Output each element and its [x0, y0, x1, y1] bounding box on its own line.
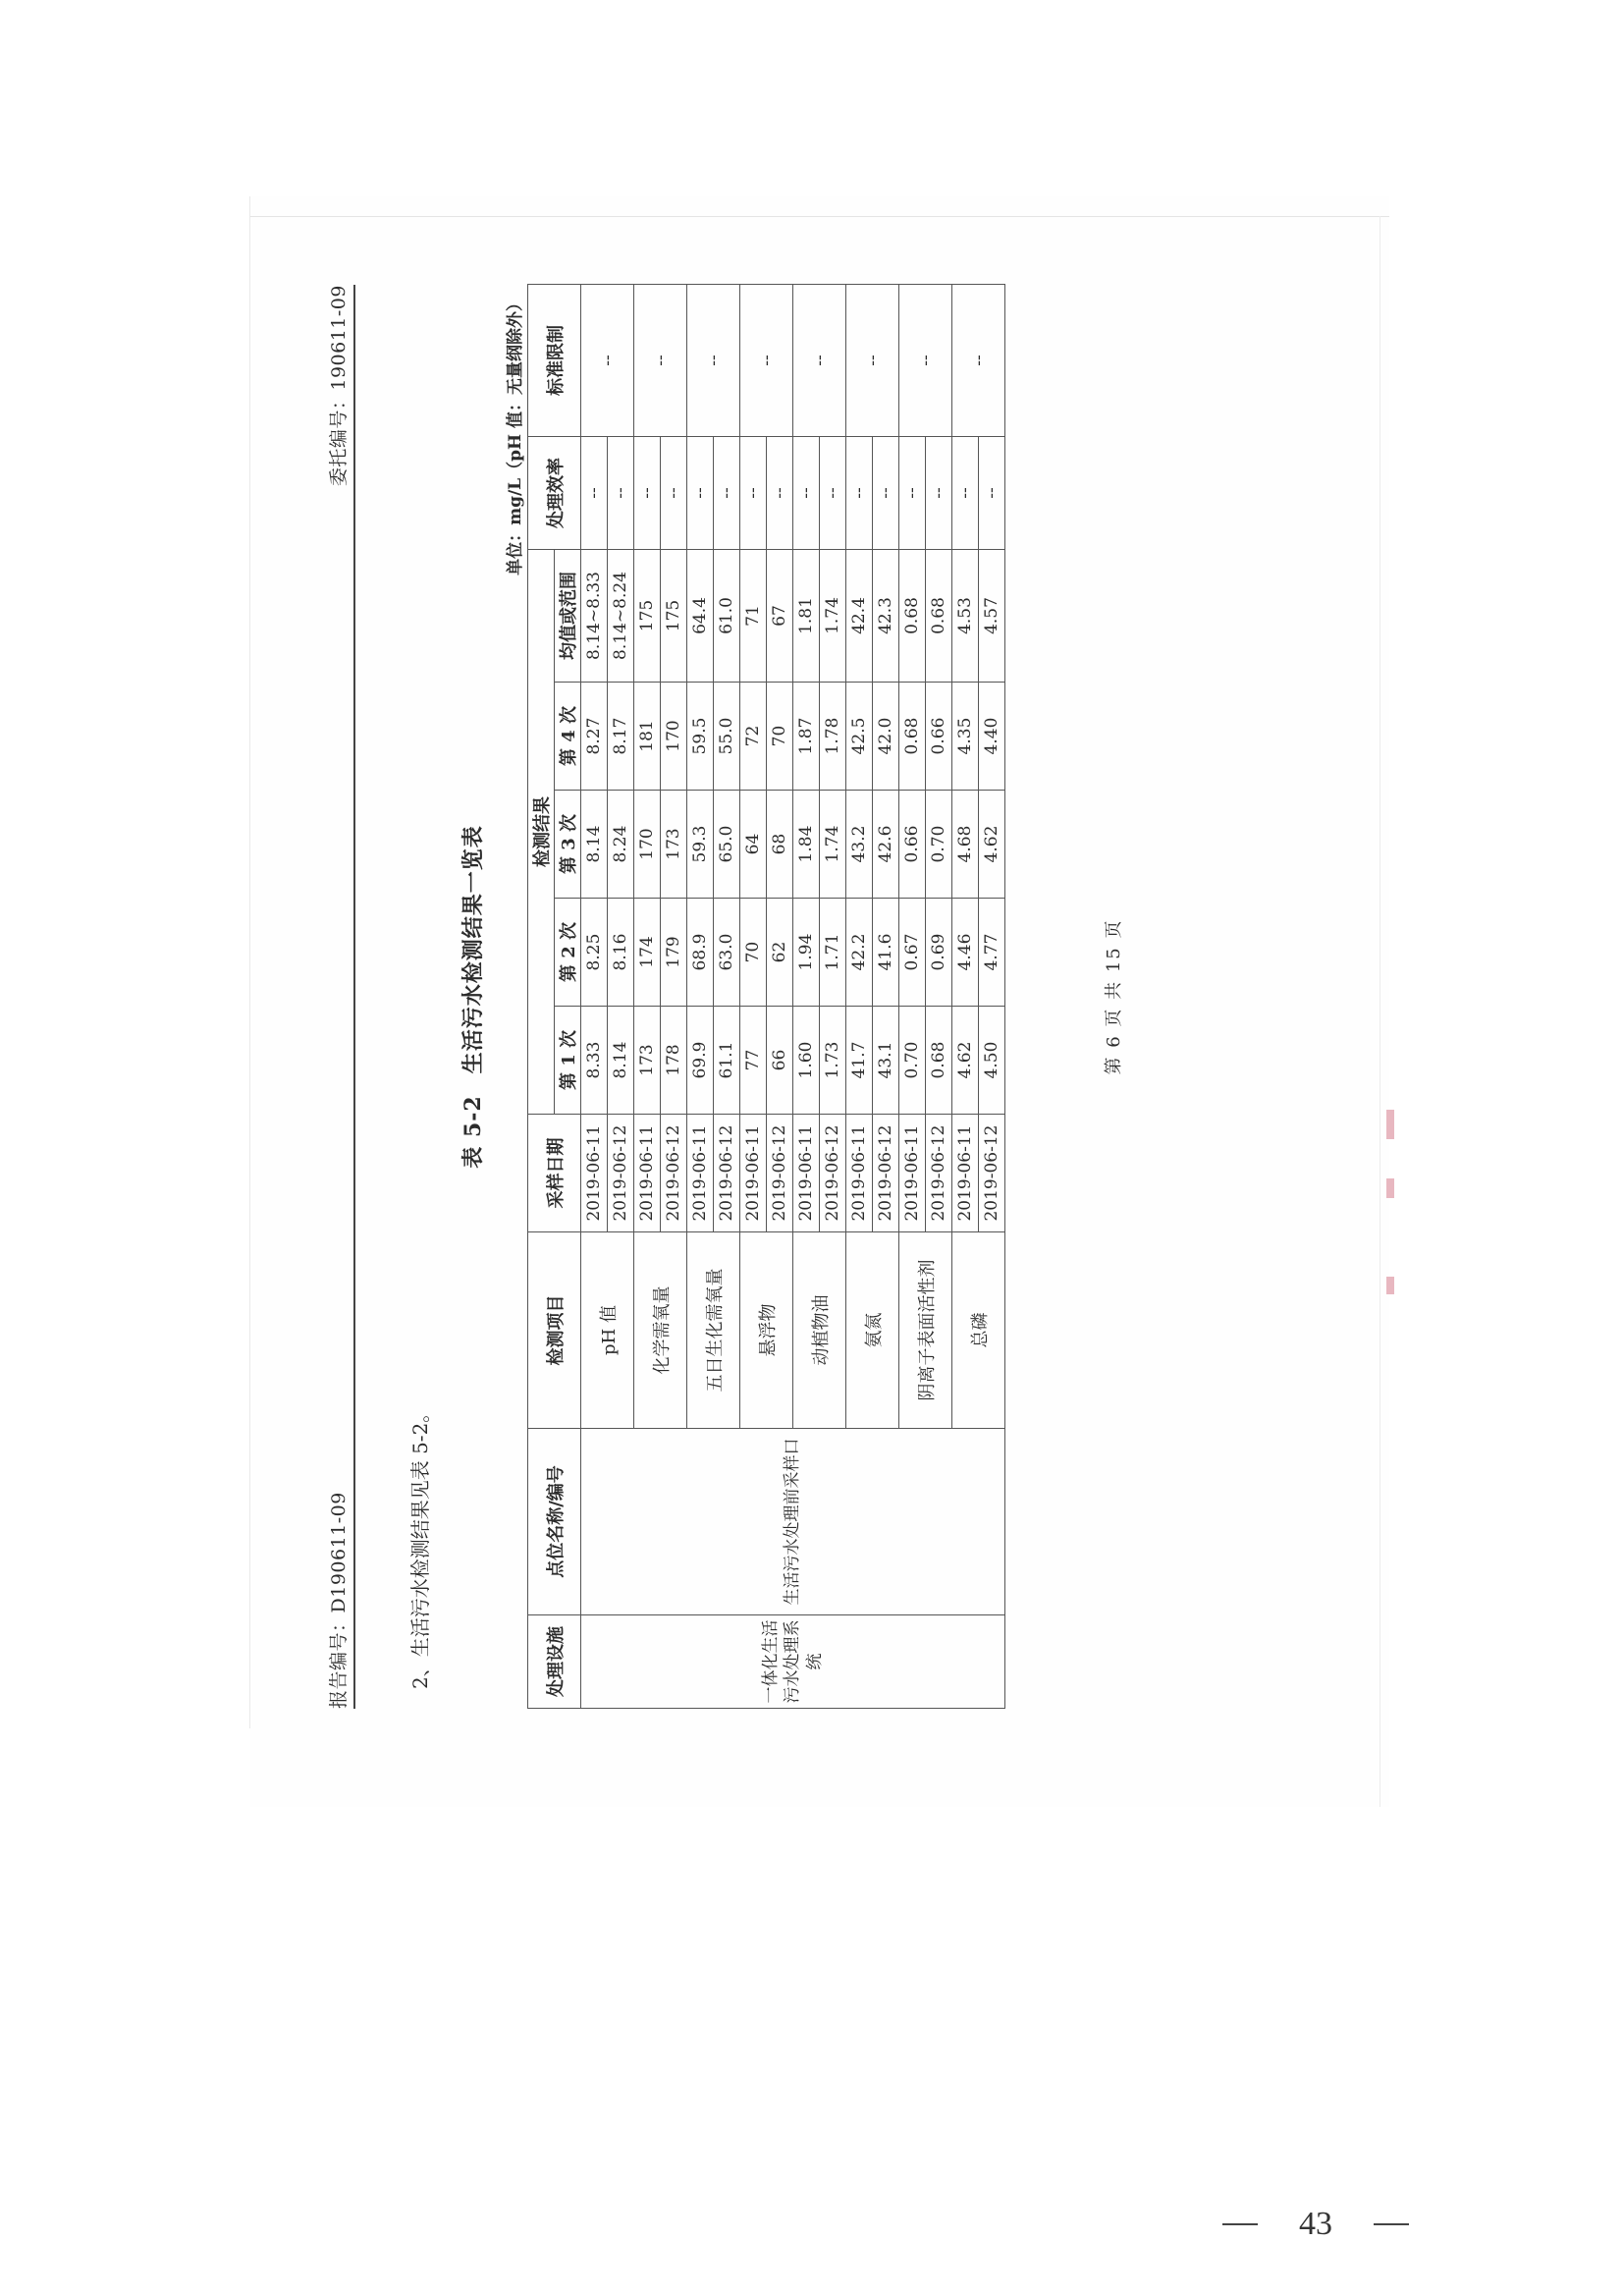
dash-right [1374, 2223, 1409, 2225]
avg-cell: 0.68 [899, 549, 926, 682]
efficiency-cell: -- [687, 436, 714, 549]
result-3-cell: 65.0 [714, 791, 740, 899]
date-cell: 2019-06-11 [581, 1115, 608, 1232]
result-3-cell: 59.3 [687, 791, 714, 899]
limit-cell: -- [581, 284, 634, 436]
facility-cell: 一体化生活污水处理系统 [581, 1615, 1005, 1709]
item-name-cell: pH 值 [581, 1232, 634, 1429]
result-1-cell: 173 [634, 1007, 661, 1115]
red-stamp-mark [1386, 1178, 1394, 1198]
result-1-cell: 77 [740, 1007, 767, 1115]
result-3-cell: 0.66 [899, 791, 926, 899]
avg-cell: 175 [661, 549, 687, 682]
item-name-cell: 总磷 [952, 1232, 1005, 1429]
result-2-cell: 63.0 [714, 899, 740, 1007]
limit-cell: -- [687, 284, 740, 436]
date-cell: 2019-06-11 [846, 1115, 873, 1232]
avg-cell: 71 [740, 549, 767, 682]
results-body [581, 284, 1005, 1708]
date-cell: 2019-06-11 [687, 1115, 714, 1232]
result-1-cell: 8.14 [608, 1007, 634, 1115]
efficiency-cell: -- [767, 436, 793, 549]
date-cell: 2019-06-11 [740, 1115, 767, 1232]
item-name-cell: 氨氮 [846, 1232, 899, 1429]
date-cell: 2019-06-11 [634, 1115, 661, 1232]
efficiency-cell: -- [873, 436, 899, 549]
result-1-cell: 178 [661, 1007, 687, 1115]
avg-cell: 8.14~8.24 [608, 549, 634, 682]
efficiency-cell: -- [740, 436, 767, 549]
result-4-cell: 181 [634, 683, 661, 791]
avg-cell: 4.53 [952, 549, 979, 682]
efficiency-cell: -- [979, 436, 1005, 549]
header-rule [353, 285, 355, 1709]
col-r3: 第 3 次 [555, 791, 581, 899]
date-cell: 2019-06-11 [793, 1115, 820, 1232]
efficiency-cell: -- [952, 436, 979, 549]
item-name-cell: 悬浮物 [740, 1232, 793, 1429]
efficiency-cell: -- [820, 436, 846, 549]
limit-cell: -- [952, 284, 1005, 436]
result-4-cell: 70 [767, 683, 793, 791]
sheet-edge-top [250, 216, 1389, 217]
limit-cell: -- [634, 284, 687, 436]
result-2-cell: 41.6 [873, 899, 899, 1007]
result-1-cell: 4.50 [979, 1007, 1005, 1115]
result-4-cell: 8.17 [608, 683, 634, 791]
col-results: 检测结果 [528, 549, 555, 1114]
result-4-cell: 42.0 [873, 683, 899, 791]
avg-cell: 1.74 [820, 549, 846, 682]
efficiency-cell: -- [714, 436, 740, 549]
efficiency-cell: -- [608, 436, 634, 549]
result-3-cell: 4.68 [952, 791, 979, 899]
red-stamp-mark [1386, 1110, 1394, 1139]
red-stamp-mark [1386, 1277, 1394, 1294]
result-3-cell: 42.6 [873, 791, 899, 899]
result-4-cell: 4.35 [952, 683, 979, 791]
avg-cell: 67 [767, 549, 793, 682]
result-1-cell: 66 [767, 1007, 793, 1115]
result-3-cell: 43.2 [846, 791, 873, 899]
result-4-cell: 42.5 [846, 683, 873, 791]
efficiency-cell: -- [661, 436, 687, 549]
result-2-cell: 62 [767, 899, 793, 1007]
result-4-cell: 1.78 [820, 683, 846, 791]
table-row [581, 284, 608, 1708]
result-3-cell: 170 [634, 791, 661, 899]
result-2-cell: 70 [740, 899, 767, 1007]
page-number: 43 [1299, 2206, 1332, 2242]
col-r4: 第 4 次 [555, 683, 581, 791]
result-2-cell: 8.16 [608, 899, 634, 1007]
avg-cell: 42.4 [846, 549, 873, 682]
efficiency-cell: -- [926, 436, 952, 549]
result-4-cell: 0.68 [899, 683, 926, 791]
limit-cell: -- [740, 284, 793, 436]
avg-cell: 0.68 [926, 549, 952, 682]
item-name-cell: 化学需氧量 [634, 1232, 687, 1429]
commission-number: 委托编号：190611-09 [328, 285, 350, 487]
result-2-cell: 4.46 [952, 899, 979, 1007]
result-4-cell: 8.27 [581, 683, 608, 791]
efficiency-cell: -- [846, 436, 873, 549]
col-avg: 均值或范围 [555, 549, 581, 682]
col-r1: 第 1 次 [555, 1007, 581, 1115]
date-cell: 2019-06-12 [608, 1115, 634, 1232]
rotated-report-page [324, 285, 1384, 1709]
limit-cell: -- [793, 284, 846, 436]
result-1-cell: 1.60 [793, 1007, 820, 1115]
date-cell: 2019-06-12 [979, 1115, 1005, 1232]
result-3-cell: 173 [661, 791, 687, 899]
result-2-cell: 1.71 [820, 899, 846, 1007]
result-1-cell: 69.9 [687, 1007, 714, 1115]
date-cell: 2019-06-12 [767, 1115, 793, 1232]
item-name-cell: 五日生化需氧量 [687, 1232, 740, 1429]
result-4-cell: 170 [661, 683, 687, 791]
date-cell: 2019-06-12 [926, 1115, 952, 1232]
page-number-block [1222, 2205, 1409, 2244]
result-4-cell: 0.66 [926, 683, 952, 791]
page-footer: 第 6 页 共 15 页 [1104, 918, 1124, 1075]
result-3-cell: 68 [767, 791, 793, 899]
col-efficiency: 处理效率 [528, 436, 581, 549]
intro-text: 2、生活污水检测结果见表 5-2。 [408, 1402, 432, 1689]
result-1-cell: 0.70 [899, 1007, 926, 1115]
result-3-cell: 64 [740, 791, 767, 899]
result-4-cell: 4.40 [979, 683, 1005, 791]
date-cell: 2019-06-12 [714, 1115, 740, 1232]
avg-cell: 4.57 [979, 549, 1005, 682]
result-3-cell: 8.14 [581, 791, 608, 899]
avg-cell: 8.14~8.33 [581, 549, 608, 682]
date-cell: 2019-06-12 [873, 1115, 899, 1232]
result-2-cell: 42.2 [846, 899, 873, 1007]
result-3-cell: 0.70 [926, 791, 952, 899]
date-cell: 2019-06-11 [899, 1115, 926, 1232]
date-cell: 2019-06-11 [952, 1115, 979, 1232]
result-1-cell: 4.62 [952, 1007, 979, 1115]
date-cell: 2019-06-12 [661, 1115, 687, 1232]
table-title-text: 生活污水检测结果一览表 [460, 825, 486, 1074]
limit-cell: -- [846, 284, 899, 436]
result-2-cell: 68.9 [687, 899, 714, 1007]
result-4-cell: 1.87 [793, 683, 820, 791]
item-name-cell: 阴离子表面活性剂 [899, 1232, 952, 1429]
unit-note: 单位：mg/L（pH 值：无量纲除外） [506, 295, 525, 575]
dash-left [1222, 2223, 1258, 2225]
efficiency-cell: -- [899, 436, 926, 549]
result-1-cell: 1.73 [820, 1007, 846, 1115]
result-1-cell: 8.33 [581, 1007, 608, 1115]
result-2-cell: 0.67 [899, 899, 926, 1007]
result-3-cell: 4.62 [979, 791, 1005, 899]
table-number: 表 5-2 [460, 1095, 486, 1169]
result-2-cell: 174 [634, 899, 661, 1007]
col-facility: 处理设施 [528, 1615, 581, 1709]
efficiency-cell: -- [793, 436, 820, 549]
result-4-cell: 55.0 [714, 683, 740, 791]
result-2-cell: 8.25 [581, 899, 608, 1007]
efficiency-cell: -- [581, 436, 608, 549]
result-1-cell: 41.7 [846, 1007, 873, 1115]
result-2-cell: 1.94 [793, 899, 820, 1007]
result-3-cell: 1.74 [820, 791, 846, 899]
avg-cell: 61.0 [714, 549, 740, 682]
result-2-cell: 4.77 [979, 899, 1005, 1007]
col-point: 点位名称/编号 [528, 1429, 581, 1615]
result-2-cell: 0.69 [926, 899, 952, 1007]
result-1-cell: 43.1 [873, 1007, 899, 1115]
result-3-cell: 8.24 [608, 791, 634, 899]
avg-cell: 1.81 [793, 549, 820, 682]
result-1-cell: 61.1 [714, 1007, 740, 1115]
avg-cell: 42.3 [873, 549, 899, 682]
col-date: 采样日期 [528, 1115, 581, 1232]
item-name-cell: 动植物油 [793, 1232, 846, 1429]
avg-cell: 175 [634, 549, 661, 682]
col-limit: 标准限制 [528, 284, 581, 436]
point-cell: 生活污水处理前采样口 [581, 1429, 1005, 1615]
result-4-cell: 72 [740, 683, 767, 791]
sheet-edge-left [249, 196, 250, 1728]
result-4-cell: 59.5 [687, 683, 714, 791]
result-2-cell: 179 [661, 899, 687, 1007]
result-1-cell: 0.68 [926, 1007, 952, 1115]
col-r2: 第 2 次 [555, 899, 581, 1007]
col-item: 检测项目 [528, 1232, 581, 1429]
report-number: 报告编号：D190611-09 [328, 1492, 350, 1709]
result-3-cell: 1.84 [793, 791, 820, 899]
results-table [527, 284, 1005, 1709]
date-cell: 2019-06-12 [820, 1115, 846, 1232]
avg-cell: 64.4 [687, 549, 714, 682]
limit-cell: -- [899, 284, 952, 436]
table-title [457, 285, 487, 1709]
efficiency-cell: -- [634, 436, 661, 549]
